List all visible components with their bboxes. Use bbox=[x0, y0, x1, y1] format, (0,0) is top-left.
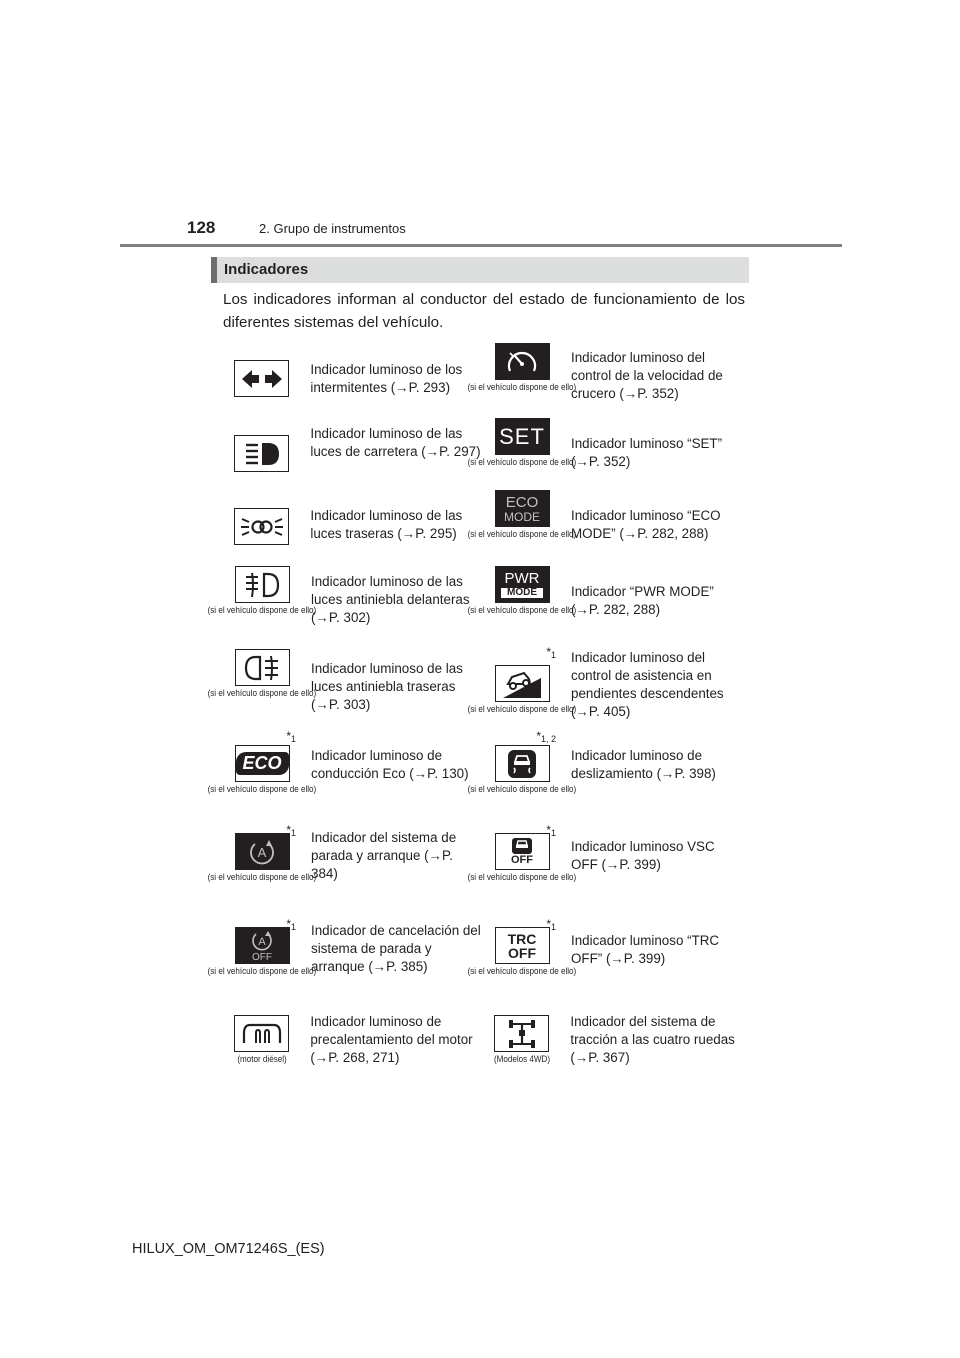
page-number: 128 bbox=[187, 218, 216, 237]
eco-mode-text: ECO bbox=[505, 493, 539, 511]
eco-driving-badge bbox=[236, 752, 289, 775]
indicator-desc: Indicador luminoso del control de la velocidad de crucero (→P. 352) bbox=[571, 350, 723, 401]
table-row bbox=[221, 490, 741, 564]
indicator-table bbox=[207, 341, 741, 1093]
indicator-desc: Indicador del sistema de tracción a las cuatro ruedas (→P. 367) bbox=[570, 1014, 735, 1065]
set-icon bbox=[495, 418, 550, 455]
indicator-item bbox=[467, 490, 741, 564]
indicator-item bbox=[207, 564, 481, 647]
section-title: Indicadores bbox=[224, 261, 309, 278]
pwr-mode-text: MODE bbox=[501, 588, 543, 598]
pwr-mode-icon bbox=[495, 566, 550, 603]
indicator-item bbox=[467, 823, 741, 919]
section-intro: Los indicadores informan al conductor del estado de funcionamiento de los diferentes sistemas del vehículo. bbox=[223, 291, 745, 331]
table-row bbox=[207, 729, 741, 825]
footnote-mark: $*_1$ bbox=[546, 645, 556, 660]
icon-note: (si el vehículo dispone de ello) bbox=[467, 529, 577, 540]
set-icon-text: SET bbox=[499, 423, 545, 449]
indicator-item bbox=[467, 341, 741, 416]
indicator-desc: Indicador luminoso VSC OFF (→P. 399) bbox=[571, 839, 715, 872]
table-row bbox=[207, 917, 741, 1013]
indicator-desc: Indicador luminoso de las luces de carretera (→P. 297) bbox=[310, 426, 481, 459]
vsc-off-text: OFF bbox=[511, 853, 533, 866]
icon-note: (si el vehículo dispone de ello) bbox=[467, 605, 577, 616]
indicator-desc: Indicador luminoso de conducción Eco (→P. 130) bbox=[311, 748, 469, 781]
downhill-assist-icon bbox=[495, 665, 550, 702]
stop-start-off-icon bbox=[235, 927, 290, 964]
turn-signal-arrows-icon bbox=[234, 360, 289, 397]
indicator-desc: Indicador “PWR MODE” (→P. 282, 288) bbox=[571, 584, 714, 617]
footer-code: HILUX_OM_OM71246S_(ES) bbox=[132, 1241, 325, 1257]
header-rule bbox=[120, 244, 842, 247]
indicator-item bbox=[467, 729, 741, 825]
icon-note: (si el vehículo dispone de ello) bbox=[207, 784, 317, 795]
indicator-item bbox=[221, 341, 481, 416]
indicator-desc: Indicador luminoso de precalentamiento del motor (→P. 268, 271) bbox=[310, 1014, 473, 1065]
indicator-desc: Indicador luminoso de las luces traseras (→P. 295) bbox=[310, 508, 463, 541]
section-accent bbox=[211, 257, 217, 283]
pwr-text: PWR bbox=[504, 570, 540, 587]
footnote-mark: $*_1$ bbox=[546, 917, 556, 932]
trc-text: TRC bbox=[507, 930, 537, 947]
mode-text: MODE bbox=[504, 509, 540, 524]
four-wheel-drive-icon bbox=[494, 1015, 549, 1052]
eco-mode-icon bbox=[495, 490, 550, 527]
stop-start-off-text: OFF bbox=[252, 951, 272, 962]
indicator-item bbox=[207, 917, 481, 1013]
indicator-item bbox=[467, 416, 741, 490]
icon-note: (si el vehículo dispone de ello) bbox=[207, 605, 317, 616]
table-row bbox=[207, 564, 741, 647]
icon-note: (si el vehículo dispone de ello) bbox=[467, 704, 577, 715]
indicator-item bbox=[467, 917, 741, 1013]
indicator-desc: Indicador luminoso “TRC OFF” (→P. 399) bbox=[571, 933, 720, 966]
indicator-desc: Indicador luminoso del control de asistencia en pendientes descendentes (→P. 405) bbox=[571, 650, 724, 719]
eco-driving-text: ECO bbox=[242, 753, 282, 773]
indicator-desc: Indicador del sistema de parada y arranque (→P. 384) bbox=[311, 830, 457, 881]
footnote-mark: $*_1$ bbox=[286, 729, 296, 744]
indicator-item bbox=[481, 1013, 741, 1093]
rear-fog-light-icon bbox=[235, 649, 290, 686]
glow-plug-icon bbox=[234, 1015, 289, 1052]
stop-start-icon bbox=[235, 833, 290, 870]
table-row bbox=[207, 645, 741, 731]
cruise-control-icon bbox=[495, 343, 550, 380]
section-heading bbox=[211, 257, 749, 283]
footnote-mark: $*_{1, 2}$ bbox=[536, 729, 556, 744]
icon-note: (si el vehículo dispone de ello) bbox=[467, 457, 577, 468]
vsc-off-icon bbox=[495, 833, 550, 870]
indicator-desc: Indicador luminoso de las luces antiniebla traseras (→P. 303) bbox=[311, 661, 463, 712]
trc-off-icon bbox=[495, 927, 550, 964]
indicator-item bbox=[221, 490, 481, 564]
stop-start-off-letter: A bbox=[258, 935, 266, 948]
indicator-desc: Indicador luminoso “SET” (→P. 352) bbox=[571, 436, 723, 469]
table-row bbox=[221, 341, 741, 416]
icon-note: (si el vehículo dispone de ello) bbox=[467, 872, 577, 883]
icon-note: (si el vehículo dispone de ello) bbox=[467, 784, 577, 795]
indicator-item bbox=[467, 564, 741, 647]
icon-note: (si el vehículo dispone de ello) bbox=[467, 966, 577, 977]
tail-lights-icon bbox=[234, 508, 289, 545]
high-beam-icon bbox=[234, 435, 289, 472]
table-row bbox=[207, 823, 741, 919]
icon-note: (motor diésel) bbox=[236, 1054, 287, 1065]
icon-note: (Modelos 4WD) bbox=[493, 1054, 550, 1065]
chapter-title: 2. Grupo de instrumentos bbox=[259, 221, 406, 236]
eco-driving-icon bbox=[235, 745, 290, 782]
footnote-mark: $*_1$ bbox=[546, 823, 556, 838]
indicator-item bbox=[207, 647, 481, 731]
front-fog-light-icon bbox=[235, 566, 290, 603]
table-row bbox=[221, 1013, 741, 1093]
indicator-item bbox=[467, 645, 741, 731]
footnote-mark: $*_1$ bbox=[286, 823, 296, 838]
indicator-desc: Indicador luminoso de deslizamiento (→P. 398) bbox=[571, 748, 716, 781]
trc-off-text: OFF bbox=[508, 944, 536, 961]
indicator-desc: Indicador de cancelación del sistema de parada y arranque (→P. 385) bbox=[311, 923, 481, 974]
icon-note: (si el vehículo dispone de ello) bbox=[467, 382, 577, 393]
indicator-desc: Indicador luminoso de los intermitentes (→P. 293) bbox=[310, 362, 463, 395]
indicator-desc: Indicador luminoso “ECO MODE” (→P. 282, 288) bbox=[571, 508, 721, 541]
icon-note: (si el vehículo dispone de ello) bbox=[207, 688, 317, 699]
icon-note: (si el vehículo dispone de ello) bbox=[207, 966, 317, 977]
table-row bbox=[221, 416, 741, 490]
slip-indicator-icon bbox=[495, 745, 550, 782]
indicator-item bbox=[207, 729, 481, 825]
indicator-item bbox=[221, 416, 481, 490]
indicator-item bbox=[207, 823, 481, 919]
indicator-desc: Indicador luminoso de las luces antiniebla delanteras (→P. 302) bbox=[311, 574, 470, 625]
footnote-mark: $*_1$ bbox=[286, 917, 296, 932]
indicator-item bbox=[221, 1013, 481, 1093]
stop-start-letter: A bbox=[257, 844, 267, 860]
icon-note: (si el vehículo dispone de ello) bbox=[207, 872, 317, 883]
